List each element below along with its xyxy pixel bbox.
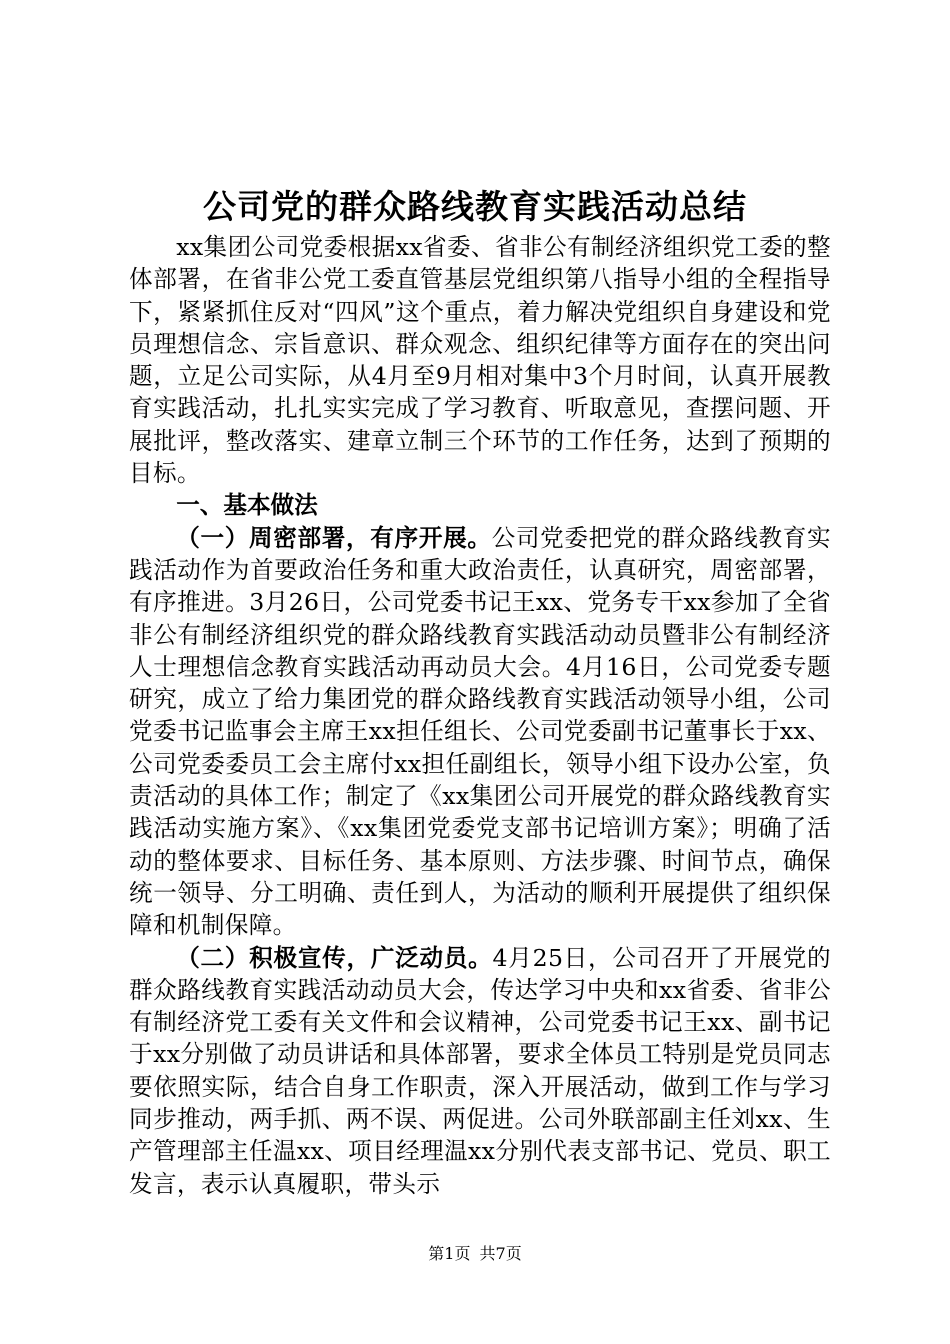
- item1-lead: （一）周密部署，有序开展。: [176, 523, 492, 552]
- document-body: [129, 231, 831, 1200]
- page-number: 第1页: [428, 1244, 471, 1263]
- item2-text: 4月25日，公司召开了开展党的群众路线教育实践活动动员大会，传达学习中央和xx省委、省非公有制经济党工委有关文件和会议精神，公司党委书记王xx、副书记于xx分别做了动员讲话和具体部署，要求全体员工特别是党员同志要依照实际，结合自身工作职责，深入开展活动，做到工作与学习同步推动，两手抓、两不误、两促进。公司外联部副主任刘xx、生产管理部主任温xx、项目经理温xx分别代表支部书记、党员、职工发言，表示认真履职，带头示: [129, 943, 831, 1198]
- page-total: 共7页: [479, 1244, 522, 1263]
- item2-lead: （二）积极宣传，广泛动员。: [176, 943, 493, 972]
- section-heading: 一、基本做法: [176, 491, 318, 520]
- item1-text: 公司党委把党的群众路线教育实践活动作为首要政治任务和重大政治责任，认真研究，周密部署，有序推进。3月26日，公司党委书记王xx、党务专干xx参加了全省非公有制经济组织党的群众路线教育实践活动动员暨非公有制经济人士理想信念教育实践活动再动员大会。4月16日，公司党委专题研究，成立了给力集团党的群众路线教育实践活动领导小组，公司党委书记监事会主席王xx担任组长、公司党委副书记董事长于xx、公司党委委员工会主席付xx担任副组长，领导小组下设办公室，负责活动的具体工作；制定了《xx集团公司开展党的群众路线教育实践活动实施方案》、《xx集团党委党支部书记培训方案》；明确了活动的整体要求、目标任务、基本原则、方法步骤、时间节点，确保统一领导、分工明确、责任到人，为活动的顺利开展提供了组织保障和机制保障。: [129, 523, 831, 940]
- document-title: 公司党的群众路线教育实践活动总结: [203, 187, 747, 226]
- item1-paragraph: [129, 522, 831, 942]
- intro-paragraph: xx集团公司党委根据xx省委、省非公有制经济组织党工委的整体部署，在省非公党工委直管基层党组织第八指导小组的全程指导下，紧紧抓住反对“四风”这个重点，着力解决党组织自身建设和党员理想信念、宗旨意识、群众观念、组织纪律等方面存在的突出问题，立足公司实际，从4月至9月相对集中3个月时间，认真开展教育实践活动，扎扎实实完成了学习教育、听取意见，查摆问题、开展批评，整改落实、建章立制三个环节的工作任务，达到了预期的目标。: [129, 233, 831, 488]
- page-footer: [0, 1242, 950, 1266]
- item2-paragraph: [129, 942, 831, 1200]
